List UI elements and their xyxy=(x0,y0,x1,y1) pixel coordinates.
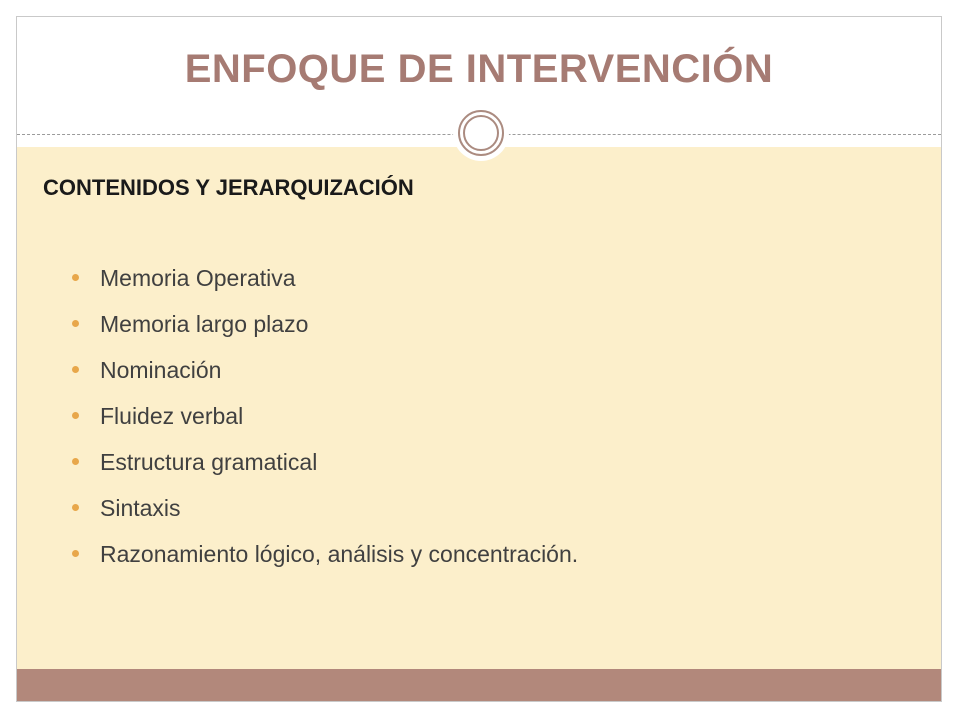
ring-inner xyxy=(463,115,499,151)
list-item-text: Razonamiento lógico, análisis y concentración. xyxy=(100,541,579,567)
list-item-text: Nominación xyxy=(100,357,222,383)
bullet-dot-icon xyxy=(72,412,79,419)
list-item xyxy=(69,537,578,583)
list-item xyxy=(69,307,578,353)
footer-bar xyxy=(17,669,941,701)
bullet-dot-icon xyxy=(72,504,79,511)
list-item xyxy=(69,491,578,537)
bullet-dot-icon xyxy=(72,366,79,373)
bullet-dot-icon xyxy=(72,320,79,327)
list-item-text: Memoria Operativa xyxy=(100,265,296,291)
double-ring-icon xyxy=(453,105,509,161)
section-heading: CONTENIDOS Y JERARQUIZACIÓN xyxy=(43,175,414,200)
list-item-text: Memoria largo plazo xyxy=(100,311,309,337)
slide xyxy=(16,16,942,702)
list-item xyxy=(69,353,578,399)
list-item-text: Sintaxis xyxy=(100,495,181,521)
slide-title: ENFOQUE DE INTERVENCIÓN xyxy=(184,47,774,91)
list-item-text: Estructura gramatical xyxy=(100,449,318,475)
list-item xyxy=(69,261,578,307)
list-item-text: Fluidez verbal xyxy=(100,403,244,429)
bullet-dot-icon xyxy=(72,458,79,465)
ring-outer xyxy=(458,110,504,156)
bullet-dot-icon xyxy=(72,550,79,557)
bullet-dot-icon xyxy=(72,274,79,281)
list-item xyxy=(69,445,578,491)
bullet-list xyxy=(69,261,578,583)
list-item xyxy=(69,399,578,445)
